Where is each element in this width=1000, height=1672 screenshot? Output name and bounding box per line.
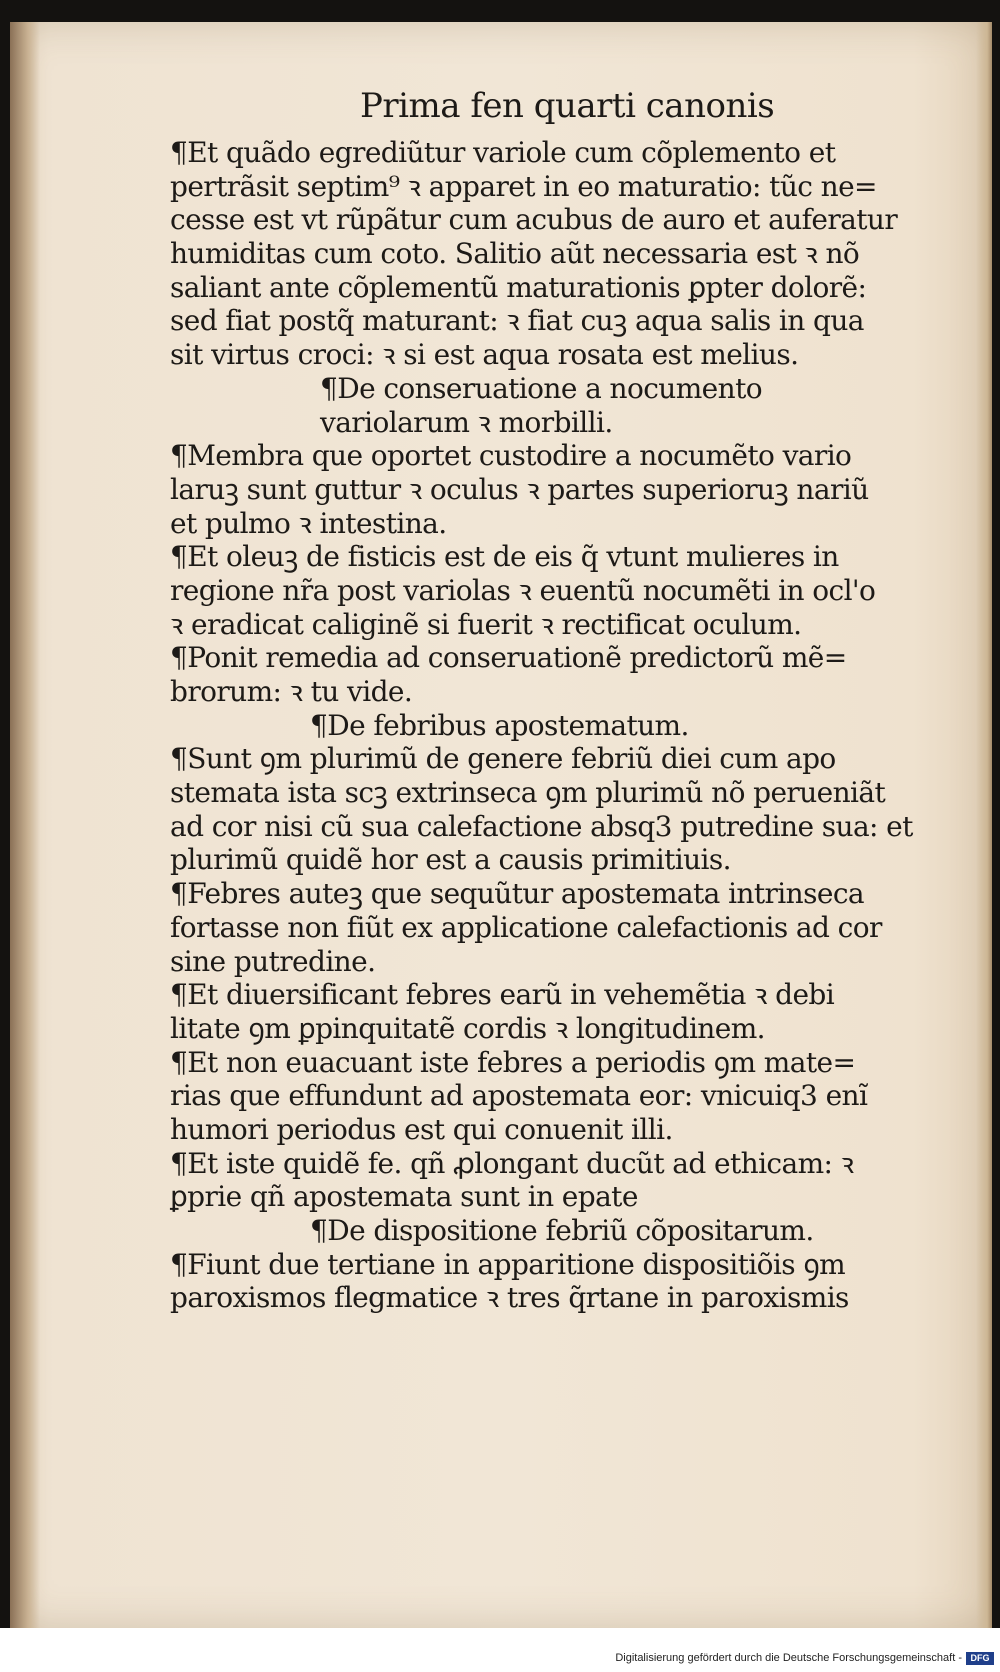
text-block	[170, 136, 940, 1315]
text-line: ¶Sunt ꝯm plurimũ de genere febriũ diei cum apo	[170, 742, 836, 776]
text-line: paroxismos flegmatice ꝛ tres q̃rtane in paroxismis	[170, 1281, 849, 1315]
text-line: rias que effundunt ad apostemata eor: vnicuiq3 enĩ	[170, 1079, 868, 1113]
running-head: Prima fen quarti canonis	[360, 86, 775, 126]
text-line: regione nr̃a post variolas ꝛ euentũ nocumẽti in ocl'o	[170, 573, 876, 607]
text-line: stemata ista scꝫ extrinseca ꝯm plurimũ nõ perueniãt	[170, 776, 886, 810]
text-line: plurimũ quidẽ hor est a causis primitiuis.	[170, 843, 731, 877]
text-line: ¶Et diuersificant febres earũ in vehemẽtia ꝛ debi	[170, 978, 835, 1012]
text-line: ¶Et iste quidẽ fe. qñ ꝓlongant ducũt ad ethicam: ꝛ	[170, 1146, 854, 1180]
section-heading-line: variolarum ꝛ morbilli.	[320, 405, 613, 439]
funding-credit: Digitalisierung gefördert durch die Deutsche Forschungsgemeinschaft -	[615, 1652, 962, 1664]
text-line: ad cor nisi cũ sua calefactione absq3 putredine sua: et	[170, 809, 913, 843]
text-line: humori periodus est qui conuenit illi.	[170, 1112, 673, 1146]
text-line: litate ꝯm ꝑpinquitatẽ cordis ꝛ longitudinem.	[170, 1011, 765, 1045]
text-line: ¶Membra que oportet custodire a nocumẽto vario	[170, 439, 852, 473]
page-gutter-edge	[10, 22, 40, 1628]
text-line: sed fiat postq̃ maturant: ꝛ fiat cuꝫ aqua salis in qua	[170, 304, 864, 338]
text-line: ¶Et oleuꝫ de fisticis est de eis q̃ vtunt mulieres in	[170, 540, 839, 574]
text-line: fortasse non fiũt ex applicatione calefactionis ad cor	[170, 910, 882, 944]
text-line: et pulmo ꝛ intestina.	[170, 506, 447, 540]
text-line: ¶Febres auteꝫ que sequũtur apostemata intrinseca	[170, 877, 864, 911]
text-line: sit virtus croci: ꝛ si est aqua rosata est melius.	[170, 338, 799, 372]
text-line: sine putredine.	[170, 944, 376, 978]
text-line: ¶Et non euacuant iste febres a periodis ꝯm mate=	[170, 1045, 856, 1079]
section-heading-line: ¶De febribus apostematum.	[310, 708, 689, 742]
text-line: ¶Et quãdo egrediũtur variole cum cõplemento et	[170, 136, 836, 169]
text-line: saliant ante cõplementũ maturationis ꝑpter dolorẽ:	[170, 270, 867, 304]
page-right-edge	[976, 22, 992, 1628]
section-heading-line: ¶De conseruatione a nocumento	[320, 371, 762, 405]
text-line: cesse est vt rũpãtur cum acubus de auro et auferatur	[170, 203, 898, 237]
text-line: ¶Fiunt due tertiane in apparitione dispositiõis ꝯm	[170, 1247, 846, 1281]
text-line: ꝛ eradicat caliginẽ si fuerit ꝛ rectificat oculum.	[170, 607, 802, 641]
section-heading-line: ¶De dispositione febriũ cõpositarum.	[310, 1214, 814, 1247]
text-line: humiditas cum coto. Salitio aũt necessaria est ꝛ nõ	[170, 237, 860, 271]
text-line: ꝑprie qñ apostemata sunt in epate	[170, 1180, 638, 1214]
text-line: brorum: ꝛ tu vide.	[170, 675, 413, 708]
text-line: ¶Ponit remedia ad conseruationẽ predictorũ mẽ=	[170, 641, 847, 675]
text-line: laruꝫ sunt guttur ꝛ oculus ꝛ partes superioruꝫ nariũ	[170, 472, 869, 506]
text-line: pertrãsit septim⁹ ꝛ apparet in eo maturatio: tũc ne=	[170, 169, 877, 203]
dfg-logo: DFG	[966, 1652, 994, 1665]
